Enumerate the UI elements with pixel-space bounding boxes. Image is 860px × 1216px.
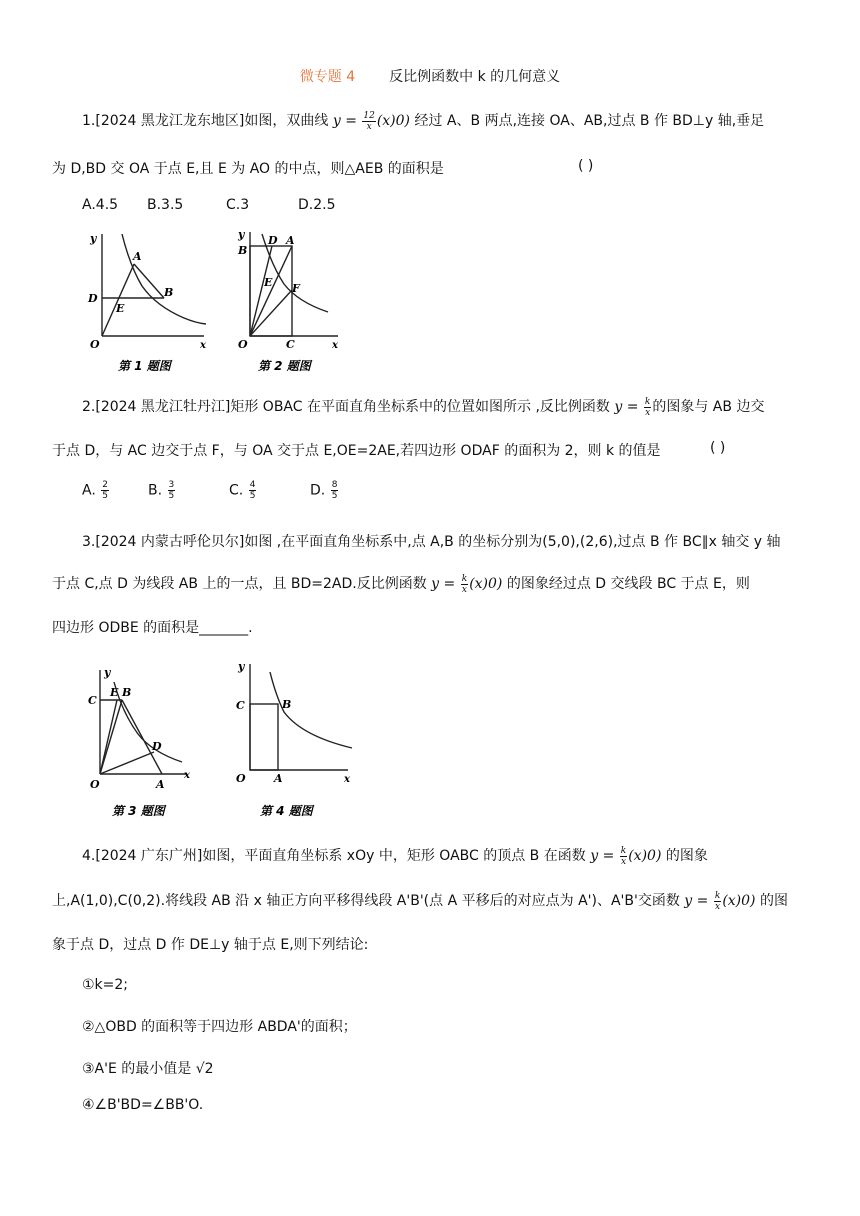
q2-option-d: D. $\frac{8}{5}$ [310,480,338,501]
fig3-caption: 第 3 题图 [112,804,165,818]
q4-conclusion-1: ①k=2; [82,977,129,993]
q2-option-b: B. $\frac{3}{5}$ [148,480,175,501]
fig3-label-x: x [184,770,190,781]
fig3-label-d: D [152,740,162,753]
q1-option-a: A.4.5 [82,197,119,213]
fig3-label-y: y [104,666,111,679]
fig1-caption: 第 1 题图 [118,359,171,373]
fig1-hyperbola [122,234,206,324]
fig3-label-b: B [122,686,132,699]
q1-answer-paren: ( ) [578,158,594,174]
fig1-label-y: y [90,232,97,245]
fig4-label-o: O [236,772,246,785]
fig3-label-c: C [88,694,97,707]
figure-3 [86,660,206,820]
fig2-label-o: O [238,338,248,351]
figure-2 [228,226,358,376]
fig2-label-b: B [238,244,248,257]
q2-line1: 2.[2024 黑龙江牡丹江]矩形 OBAC 在平面直角坐标系中的位置如图所示 ,反比例函数 y = $\frac{k}{x}$ 的图象与 AB 边交 [82,396,765,418]
fig4-label-b: B [282,698,292,711]
fig1-label-o: O [90,338,100,351]
fig2-label-e: E [264,276,273,289]
fig1-label-a: A [133,250,142,263]
q2-line2: 于点 D，与 AC 边交于点 F，与 OA 交于点 E,OE=2AE,若四边形 ODAF 的面积为 2，则 k 的值是 [52,443,661,459]
q4-line2-formula: y = $\frac{k}{x}$ (x)0) [684,890,756,912]
fig1-label-x: x [200,340,206,351]
figure-1 [86,226,216,376]
fig4-label-x: x [344,774,350,785]
fig2-label-d: D [268,234,278,247]
q2-option-a: A. $\frac{2}{5}$ [82,480,108,501]
figure-4 [228,656,358,820]
q2-formula: y = $\frac{k}{x}$ [614,396,651,418]
q1-line2: 为 D,BD 交 OA 于点 E,且 E 为 AO 的中点，则△AEB 的面积是 [52,161,444,177]
fig1-label-d: D [88,292,98,305]
q1-option-b: B.3.5 [147,197,184,213]
q3-line3: 四边形 ODBE 的面积是_______. [52,620,253,636]
fig2-segment-od [250,246,272,336]
q4-line2: 上,A(1,0),C(0,2).将线段 AB 沿 x 轴正方向平移得线段 A'B'(点 A 平移后的对应点为 A')、A'B'交函数 y = $\frac{k}{x}$ (x)0) 的图 [52,890,788,912]
q3-line1: 3.[2024 内蒙古呼伦贝尔]如图 ,在平面直角坐标系中,点 A,B 的坐标分别为(5,0),(2,6),过点 B 作 BC∥x 轴交 y 轴 [82,534,781,550]
q4-line3: 象于点 D，过点 D 作 DE⊥y 轴于点 E,则下列结论: [52,937,369,953]
fig3-label-e: E [110,686,119,699]
q4-conclusion-2: ②△OBD 的面积等于四边形 ABDA'的面积； [82,1019,357,1035]
q3-line2: 于点 C,点 D 为线段 AB 上的一点，且 BD=2AD.反比例函数 y = $\frac{k}{x}$ (x)0) 的图象经过点 D 交线段 BC 于点 E，则 [52,573,750,595]
fig2-label-c: C [286,338,295,351]
q1-option-d: D.2.5 [298,197,336,213]
page-title [0,66,860,86]
fig1-label-e: E [116,302,125,315]
q1-option-c: C.3 [226,197,250,213]
fig1-label-b: B [164,286,174,299]
fig2-label-f: F [292,282,300,295]
fig2-label-a: A [286,234,295,247]
q2-option-c: C. $\frac{4}{5}$ [229,480,256,501]
fig3-label-o: O [90,778,100,791]
q1-line1: 1.[2024 黑龙江龙东地区]如图，双曲线 y = $\frac{12}{x}$ (x)0) 经过 A、B 两点,连接 OA、AB,过点 B 作 BD⊥y 轴,垂足 [82,110,765,132]
title-highlight: 微专题 4 [299,69,356,85]
q3-formula: y = $\frac{k}{x}$ (x)0) [431,573,503,595]
fig4-label-c: C [236,699,245,712]
q4-conclusion-4: ④∠B'BD=∠BB'O. [82,1097,204,1113]
fig1-segment-oa [102,264,134,336]
q2-answer-paren: ( ) [710,440,726,456]
fig2-caption: 第 2 题图 [258,359,311,373]
title-text: 反比例函数中 k 的几何意义 [389,69,561,85]
q4-line1: 4.[2024 广东广州]如图，平面直角坐标系 xOy 中，矩形 OABC 的顶点 B 在函数 y = $\frac{k}{x}$ (x)0) 的图象 [82,845,708,867]
fig3-label-a: A [156,778,165,791]
fig4-caption: 第 4 题图 [260,804,313,818]
fig3-segment-oe [100,700,117,774]
fig4-rectangle-oabc [250,704,278,770]
q1-formula: y = $\frac{12}{x}$ (x)0) [332,110,411,132]
fig4-label-a: A [274,772,283,785]
fig3-segment-od [100,752,154,774]
fig2-label-y: y [238,228,245,241]
q4-conclusion-3: ③A'E 的最小值是 √2 [82,1061,214,1077]
fig3-segment-ob [100,700,122,774]
q4-formula: y = $\frac{k}{x}$ (x)0) [590,845,662,867]
fig4-label-y: y [238,660,245,673]
fig2-label-x: x [332,340,338,351]
